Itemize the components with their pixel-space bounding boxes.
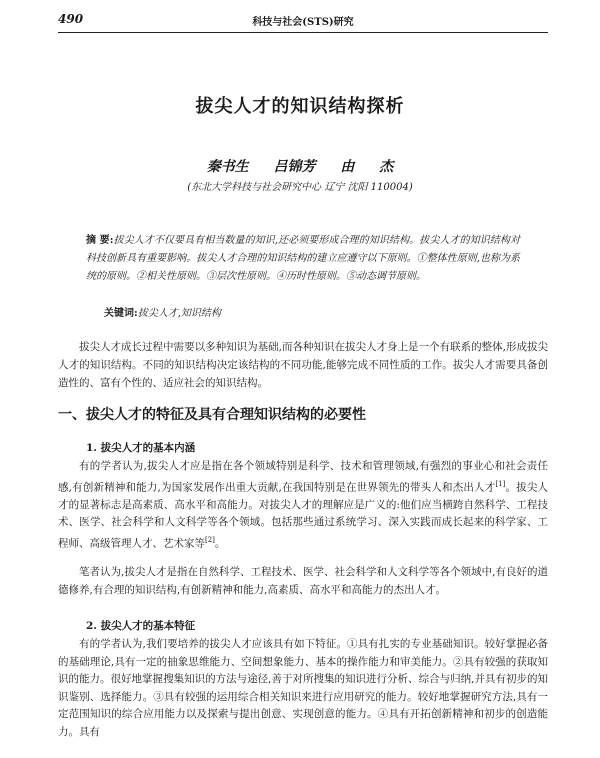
intro-paragraph: 拔尖人才成长过程中需要以多种知识为基础,而各种知识在拔尖人才身上是一个有联系的整体,形成拔尖人才的知识结构。不同的知识结构决定该结构的不同功能,能够完成不同性质的工作。拔尖人才需要具备创造性的、富有个性的、适应社会的知识结构。 [58, 341, 548, 389]
body-paragraph-1 [58, 458, 548, 553]
keywords-label: 关键词: [104, 308, 138, 319]
keywords [104, 304, 520, 319]
abstract-text: 拔尖人才不仅要具有相当数量的知识,还必须要形成合理的知识结构。拔尖人才的知识结构对科技创新具有重要影响。拔尖人才合理的知识结构的建立应遵守以下原则。①整体性原则,也称为系统的原则。②相关性原则。③层次性原则。④历时性原则。⑤动态调节原则。 [86, 235, 520, 282]
running-header [58, 10, 548, 33]
abstract [86, 232, 520, 286]
body-paragraph-3: 有的学者认为,我们要培养的拔尖人才应该具有如下特征。①具有扎实的专业基础知识。较好掌握必备的基础理论,具有一定的抽象思维能力、空间想象能力、基本的操作能力和审美能力。②具有较强的获取知识的能力。很好地掌握搜集知识的方法与途径,善于对所搜集的知识进行分析、综合与归纳,并具有初步的知识鉴别、选择能力。③具有较强的运用综合相关知识来进行应用研究的能力。较好地掌握研究方法,具有一定范围知识的综合应用能力以及探索与提出创意、实现创意的能力。④具有开拓创新精神和初步的创造能力。具有 [58, 638, 548, 738]
citation-2: [2] [205, 535, 215, 544]
section-heading: 一、拔尖人才的特征及具有合理知识结构的必要性 [58, 407, 366, 423]
p1-text-a: 有的学者认为,拔尖人才应是指在各个领域特别是科学、技术和管理领域,有强烈的事业心和社会责任感,有创新精神和能力,为国家发展作出重大贡献,在我国特别是在世界领先的带头人和杰出人才 [58, 460, 548, 493]
body-paragraph-2: 笔者认为,拔尖人才是指在自然科学、工程技术、医学、社会科学和人文科学等各个领域中,有良好的道德修养,有合理的知识结构,有创新精神和能力,高素质、高水平和高能力的杰出人才。 [58, 566, 548, 596]
article-title: 拔尖人才的知识结构探析 [195, 96, 405, 117]
p1-text-c: 。 [214, 537, 226, 549]
author-affiliation: (东北大学科技与社会研究中心 辽宁 沈阳 110004) [187, 182, 413, 193]
abstract-label: 摘 要: [86, 235, 114, 246]
subsection-heading-2: 2. 拔尖人才的基本特征 [86, 620, 196, 632]
subsection-heading-1: 1. 拔尖人才的基本内涵 [86, 442, 196, 454]
keywords-text: 拔尖人才,知识结构 [137, 308, 221, 319]
author-list: 秦书生 吕锦芳 由 杰 [206, 159, 394, 175]
citation-1: [1] [495, 479, 506, 488]
page-number: 490 [58, 12, 84, 26]
journal-title: 科技与社会(STS)研究 [252, 17, 354, 28]
p1-text-b: 。拔尖人才的显著标志是高素质、高水平和高能力。对拔尖人才的理解应是广义的:他们应当横跨自然科学、工程技术、医学、社会科学和人文科学等各个领域。包括那些通过系统学习、深入实践而成长起来的科学家、工程师、高级管理人才、艺术家等 [58, 481, 548, 549]
